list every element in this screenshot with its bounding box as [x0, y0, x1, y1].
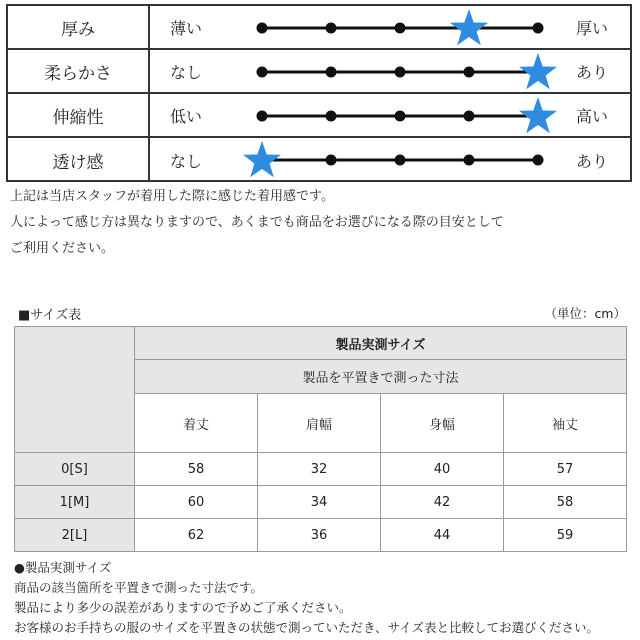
note-line: ご利用ください。 [10, 241, 115, 256]
table-cell: 58 [504, 486, 627, 519]
table-cell: 62 [135, 519, 258, 552]
feel-high-label: あり [576, 62, 609, 82]
scale-dot [395, 67, 406, 78]
size-label: 2[L] [15, 519, 135, 552]
note-line: 上記は当店スタッフが着用した際に感じた着用感です。 [10, 189, 334, 204]
table-cell: 40 [381, 453, 504, 486]
feel-name: 伸縮性 [8, 94, 150, 136]
size-table-unit: （単位：cm） [544, 306, 626, 321]
feel-name: 柔らかさ [8, 50, 150, 92]
feel-name: 厚み [8, 6, 150, 48]
footer-line: 商品の該当箇所を平置きで測った寸法です。 [14, 580, 264, 595]
scale-dot [257, 23, 268, 34]
feel-low-label: なし [170, 62, 203, 82]
feel-high-label: あり [576, 151, 609, 171]
table-cell: 34 [258, 486, 381, 519]
scale-dot [395, 155, 406, 166]
size-label: 0[S] [15, 453, 135, 486]
table-cell: 57 [504, 453, 627, 486]
feel-high-label: 厚い [576, 18, 609, 38]
table-cell: 58 [135, 453, 258, 486]
table-cell: 36 [258, 519, 381, 552]
scale-dot [257, 111, 268, 122]
scale-dot [326, 67, 337, 78]
size-label: 1[M] [15, 486, 135, 519]
footer-line: お客様のお手持ちの服のサイズを平置きの状態で測っていただき、サイズ表と比較してお選びください。 [14, 620, 600, 635]
scale-dot [464, 155, 475, 166]
scale-dot [326, 111, 337, 122]
fit-feel-table [6, 4, 632, 182]
note-line: 人によって感じ方は異なりますので、あくまでも商品をお選びになる際の目安として [10, 215, 504, 230]
feel-name: 透け感 [8, 138, 150, 182]
scale-dot [533, 155, 544, 166]
column-header: 身幅 [381, 394, 504, 453]
selected-level-star-icon [243, 141, 281, 177]
table-row [15, 486, 627, 519]
table-row [15, 519, 627, 552]
size-table [14, 326, 627, 552]
corner-cell [15, 327, 135, 453]
table-cell: 59 [504, 519, 627, 552]
feel-row-stretch [8, 94, 630, 138]
footer-line: ●製品実測サイズ [14, 560, 112, 575]
feel-low-label: 低い [170, 106, 203, 126]
column-header: 着丈 [135, 394, 258, 453]
column-header: 肩幅 [258, 394, 381, 453]
scale-dot [326, 23, 337, 34]
size-table-title: ■サイズ表 [18, 308, 82, 323]
scale-dot [464, 111, 475, 122]
scale-dot [395, 111, 406, 122]
column-header: 袖丈 [504, 394, 627, 453]
footer-notes [14, 558, 599, 638]
scale-dot [257, 67, 268, 78]
feel-scale [246, 138, 556, 182]
table-cell: 44 [381, 519, 504, 552]
table-cell: 42 [381, 486, 504, 519]
scale-dot [395, 23, 406, 34]
feel-low-label: 薄い [170, 18, 203, 38]
footer-line: 製品により多少の誤差がありますので予めご了承ください。 [14, 600, 352, 615]
scale-dot [533, 23, 544, 34]
selected-level-star-icon [519, 53, 557, 89]
selected-level-star-icon [519, 97, 557, 133]
scale-dot [464, 67, 475, 78]
feel-row-thickness [8, 6, 630, 50]
header-sub: 製品を平置きで測った寸法 [135, 360, 627, 394]
scale-dot [326, 155, 337, 166]
header-main: 製品実測サイズ [135, 327, 627, 360]
feel-row-softness [8, 50, 630, 94]
feel-scale [246, 50, 556, 94]
feel-row-sheerness [8, 138, 630, 182]
feel-low-label: なし [170, 151, 203, 171]
feel-scale [246, 94, 556, 138]
table-row [15, 453, 627, 486]
table-cell: 32 [258, 453, 381, 486]
table-cell: 60 [135, 486, 258, 519]
feel-scale [246, 6, 556, 50]
selected-level-star-icon [450, 9, 488, 45]
feel-high-label: 高い [576, 106, 609, 126]
